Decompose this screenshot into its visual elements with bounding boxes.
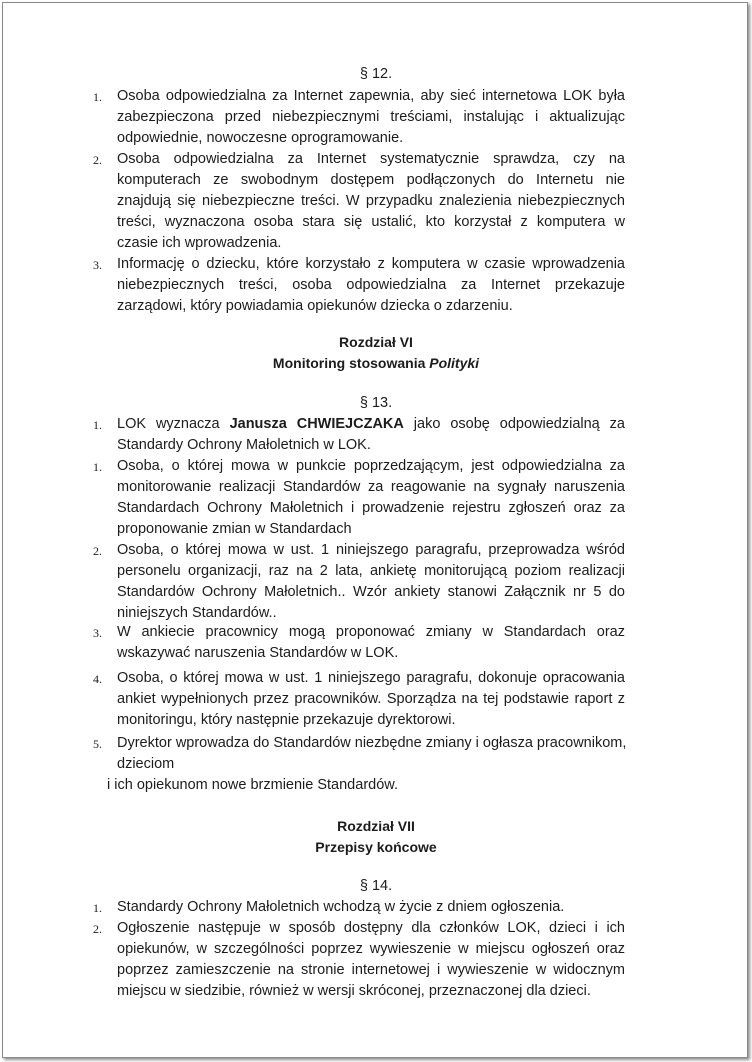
text-line: Osoba odpowiedzialna za Internet systematycznie sprawdza, czy na (117, 151, 625, 167)
list-number: 1. (93, 901, 102, 915)
text-line: ankiet wypełnionych przez pracowników. Sporządza na tej podstawie raport z (117, 691, 625, 707)
list-number: 4. (93, 672, 102, 686)
list-number: 3. (93, 626, 102, 640)
chapter-6-title: Rozdział VI (339, 334, 413, 350)
text-line: odpowiednie, nowoczesne oprogramowanie. (117, 130, 404, 146)
text-line: Osoba, o której mowa w ust. 1 niniejszego paragrafu, przeprowadza wśród (117, 542, 625, 558)
list-number: 2. (93, 153, 102, 167)
text-line: opiekunów, w szczególności poprzez wywieszenie w miejscu ogłoszeń oraz (117, 941, 625, 957)
text-line: niebezpiecznych treści, osoba odpowiedzialna za Internet przekazuje (117, 277, 625, 293)
list-number: 1. (93, 460, 102, 474)
text-line: Informację o dziecku, które korzystało z komputera w czasie wprowadzenia (117, 256, 625, 272)
list-number: 1. (93, 418, 102, 432)
text-line: monitoringu, który następnie przekazuje dyrektorowi. (117, 712, 456, 728)
list-number: 2. (93, 544, 102, 558)
text-line: Standardy Ochrony Małoletnich w LOK. (117, 437, 371, 453)
text-line: treści, wyznaczona osoba stara się ustalić, kto korzystał z komputera w (117, 214, 625, 230)
text-line: komputerach ze swobodnym dostępem podłączonych do Internetu nie (117, 172, 625, 188)
responsible-person-name: Janusza CHWIEJCZAKA (229, 416, 404, 432)
text-line: zarządowi, który powiadamia opiekunów dziecka o zdarzeniu. (117, 298, 513, 314)
text-line: dzieciom (117, 756, 175, 772)
list-number: 1. (93, 90, 102, 104)
text-line: znajdują się niebezpieczne treści. W przypadku znalezienia niebezpiecznych (117, 193, 625, 209)
section-14-heading: § 14. (359, 878, 393, 894)
text-line: Dyrektor wprowadza do Standardów niezbędne zmiany i ogłasza pracownikom, (117, 735, 627, 751)
text-line: niniejszych Standardów.. (117, 605, 277, 621)
text-line: proponowanie zmian w Standardach (117, 521, 352, 537)
text-line: LOK wyznacza Janusza CHWIEJCZAKA jako osobę odpowiedzialną za (117, 416, 625, 432)
text-line: poprzez zamieszczenie na stronie internetowej i wywieszenie w widocznym (117, 962, 625, 978)
text-line: Osoba, o której mowa w punkcie poprzedzającym, jest odpowiedzialna za (117, 458, 625, 474)
text-line: Osoba, o której mowa w ust. 1 niniejszego paragrafu, dokonuje opracowania (117, 670, 625, 686)
text-line: W ankiecie pracownicy mogą proponować zmiany w Standardach oraz (117, 624, 625, 640)
text-line: Standardach Ochrony Małoletnich i prowadzenie rejestru zgłoszeń oraz za (117, 500, 625, 516)
chapter-6-subtitle: Monitoring stosowania Polityki (272, 355, 480, 371)
text-line: Ogłoszenie następuje w sposób dostępny dla członków LOK, dzieci i ich (117, 920, 625, 936)
chapter-7-title: Rozdział VII (337, 818, 415, 834)
text-line: wskazywać naruszenia Standardów w LOK. (117, 645, 399, 661)
text-line: Standardów Ochrony Małoletnich.. Wzór ankiety stanowi Załącznik nr 5 do (117, 584, 625, 600)
text-line: personelu organizacji, raz na 2 lata, ankietę monitorującą poziom realizacji (117, 563, 625, 579)
list-number: 3. (93, 258, 102, 272)
text-line: miejscu w siedzibie, również w wersji skróconej, przeznaczonej dla dzieci. (117, 983, 591, 999)
text-line: czasie ich wprowadzenia. (117, 235, 282, 251)
text-line: zabezpieczona przed niebezpiecznymi treściami, instalując i aktualizując (117, 109, 625, 125)
text-line: Standardy Ochrony Małoletnich wchodzą w życie z dniem ogłoszenia. (117, 899, 565, 915)
list-number: 2. (93, 922, 102, 936)
section-12-heading: § 12. (359, 66, 393, 82)
chapter-7-subtitle: Przepisy końcowe (315, 839, 437, 855)
section-13-heading: § 13. (359, 395, 393, 411)
list-number: 5. (93, 737, 102, 751)
text-line: Osoba odpowiedzialna za Internet zapewnia, aby sieć internetowa LOK była (117, 88, 625, 104)
text-line: monitorowanie realizacji Standardów za reagowanie na sygnały naruszenia (117, 479, 625, 495)
text-line: i ich opiekunom nowe brzmienie Standardów. (107, 777, 398, 793)
